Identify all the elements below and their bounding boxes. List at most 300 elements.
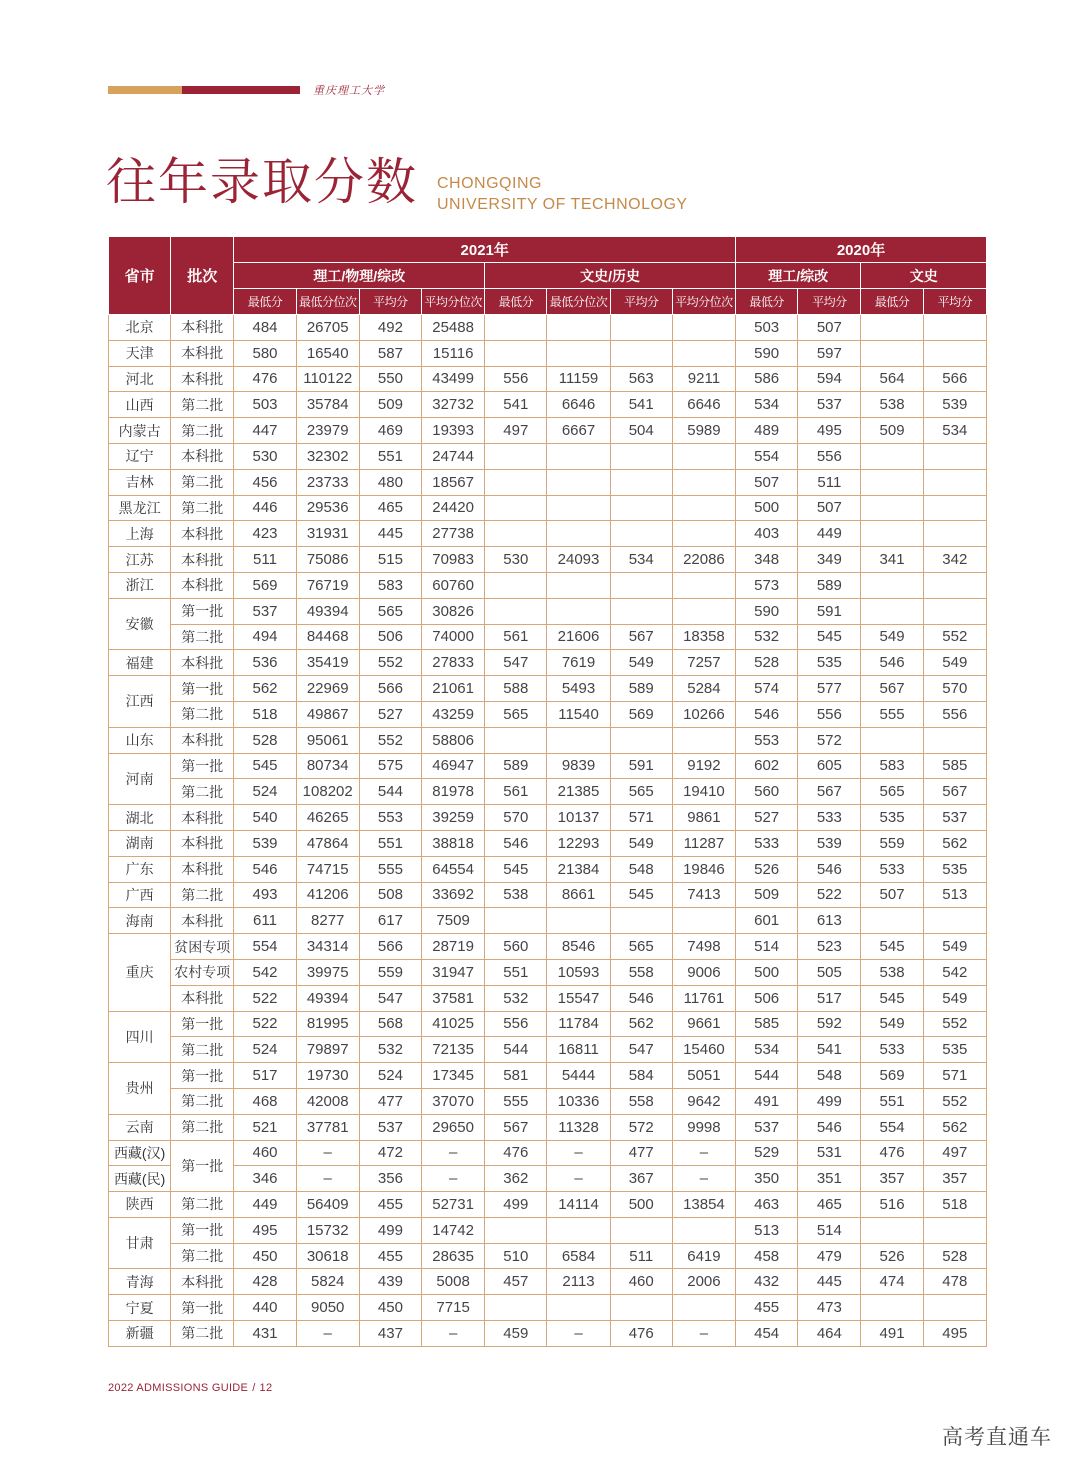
province-cell: 江苏 bbox=[109, 547, 171, 573]
score-cell: 562 bbox=[610, 1011, 672, 1037]
table-row bbox=[109, 1140, 987, 1166]
score-cell: 575 bbox=[359, 753, 421, 779]
score-cell: 545 bbox=[234, 753, 296, 779]
province-cell: 山东 bbox=[109, 727, 171, 753]
score-cell: 562 bbox=[923, 1114, 986, 1140]
score-cell: 569 bbox=[861, 1063, 923, 1089]
score-cell: – bbox=[422, 1166, 485, 1192]
score-cell bbox=[923, 1295, 986, 1321]
score-cell: 478 bbox=[923, 1269, 986, 1295]
table-row bbox=[109, 753, 987, 779]
batch-cell: 第二批 bbox=[171, 1243, 234, 1269]
score-cell: 9192 bbox=[672, 753, 735, 779]
score-cell bbox=[923, 315, 986, 341]
score-cell: 2113 bbox=[547, 1269, 610, 1295]
score-cell bbox=[485, 908, 547, 934]
score-cell bbox=[485, 598, 547, 624]
score-cell: 9211 bbox=[672, 366, 735, 392]
score-cell: 11328 bbox=[547, 1114, 610, 1140]
score-cell: 37070 bbox=[422, 1088, 485, 1114]
score-cell: 15460 bbox=[672, 1037, 735, 1063]
score-cell: 469 bbox=[359, 418, 421, 444]
score-cell: 27738 bbox=[422, 521, 485, 547]
score-cell: 60760 bbox=[422, 572, 485, 598]
score-cell: 449 bbox=[234, 1192, 296, 1218]
score-cell bbox=[485, 443, 547, 469]
score-cell: 551 bbox=[485, 959, 547, 985]
score-cell: 15547 bbox=[547, 985, 610, 1011]
score-cell: 80734 bbox=[296, 753, 359, 779]
score-cell: 357 bbox=[923, 1166, 986, 1192]
score-cell: 514 bbox=[798, 1217, 861, 1243]
admission-score-table bbox=[108, 236, 987, 1347]
score-cell: 81978 bbox=[422, 779, 485, 805]
batch-cell: 本科批 bbox=[171, 1269, 234, 1295]
score-cell: 562 bbox=[923, 830, 986, 856]
score-cell: 551 bbox=[359, 830, 421, 856]
province-cell: 西藏(汉) bbox=[109, 1140, 171, 1166]
score-cell bbox=[485, 572, 547, 598]
university-logo: 重庆理工大学 bbox=[313, 84, 385, 97]
score-cell: 16540 bbox=[296, 340, 359, 366]
score-cell: 506 bbox=[359, 624, 421, 650]
province-cell: 新疆 bbox=[109, 1321, 171, 1347]
score-cell: 546 bbox=[610, 985, 672, 1011]
score-cell: 95061 bbox=[296, 727, 359, 753]
score-cell: 511 bbox=[798, 469, 861, 495]
table-row bbox=[109, 418, 987, 444]
province-cell: 黑龙江 bbox=[109, 495, 171, 521]
score-cell: 463 bbox=[736, 1192, 798, 1218]
score-cell: 342 bbox=[923, 547, 986, 573]
table-row bbox=[109, 779, 987, 805]
score-cell: 33692 bbox=[422, 882, 485, 908]
score-cell: 476 bbox=[610, 1321, 672, 1347]
score-cell bbox=[923, 908, 986, 934]
score-cell: 514 bbox=[736, 934, 798, 960]
score-cell: 506 bbox=[736, 985, 798, 1011]
score-cell: 545 bbox=[861, 934, 923, 960]
score-cell bbox=[547, 1295, 610, 1321]
score-cell: 562 bbox=[234, 676, 296, 702]
score-cell: 74000 bbox=[422, 624, 485, 650]
score-cell: 590 bbox=[736, 340, 798, 366]
score-cell: 537 bbox=[736, 1114, 798, 1140]
score-cell: 528 bbox=[234, 727, 296, 753]
score-cell: 46947 bbox=[422, 753, 485, 779]
batch-cell: 第二批 bbox=[171, 701, 234, 727]
score-cell: 524 bbox=[234, 779, 296, 805]
score-cell: 38818 bbox=[422, 830, 485, 856]
subheader-cell: 最低分 bbox=[861, 289, 923, 315]
subheader-cell: 平均分位次 bbox=[672, 289, 735, 315]
batch-cell: 第一批 bbox=[171, 598, 234, 624]
table-row bbox=[109, 985, 987, 1011]
score-cell: 5284 bbox=[672, 676, 735, 702]
subheader-cell: 平均分 bbox=[798, 289, 861, 315]
score-cell: 517 bbox=[798, 985, 861, 1011]
header-year-2021: 2021年 bbox=[234, 237, 736, 263]
score-cell: 31931 bbox=[296, 521, 359, 547]
score-cell bbox=[861, 340, 923, 366]
score-cell: 527 bbox=[736, 805, 798, 831]
score-cell bbox=[485, 1217, 547, 1243]
score-cell: 19846 bbox=[672, 856, 735, 882]
score-cell: 41206 bbox=[296, 882, 359, 908]
score-cell: 21385 bbox=[547, 779, 610, 805]
score-cell: 528 bbox=[923, 1243, 986, 1269]
score-cell: 21061 bbox=[422, 676, 485, 702]
score-cell: 537 bbox=[234, 598, 296, 624]
table-row bbox=[109, 315, 987, 341]
score-cell: 14742 bbox=[422, 1217, 485, 1243]
score-cell: 551 bbox=[861, 1088, 923, 1114]
score-cell: 5989 bbox=[672, 418, 735, 444]
subheader-cell: 最低分 bbox=[485, 289, 547, 315]
score-cell: 476 bbox=[861, 1140, 923, 1166]
score-cell: 455 bbox=[359, 1243, 421, 1269]
score-cell: 6419 bbox=[672, 1243, 735, 1269]
score-cell bbox=[610, 315, 672, 341]
score-cell bbox=[547, 469, 610, 495]
score-cell: 49394 bbox=[296, 985, 359, 1011]
score-cell: 594 bbox=[798, 366, 861, 392]
province-cell: 福建 bbox=[109, 650, 171, 676]
table-row bbox=[109, 934, 987, 960]
score-cell: 535 bbox=[923, 1037, 986, 1063]
score-cell: 572 bbox=[798, 727, 861, 753]
score-cell: 567 bbox=[798, 779, 861, 805]
score-cell bbox=[861, 1217, 923, 1243]
score-cell: 34314 bbox=[296, 934, 359, 960]
score-cell: 513 bbox=[923, 882, 986, 908]
score-cell: 70983 bbox=[422, 547, 485, 573]
score-cell: 588 bbox=[485, 676, 547, 702]
batch-cell: 第二批 bbox=[171, 1088, 234, 1114]
score-cell: 35784 bbox=[296, 392, 359, 418]
score-cell: 559 bbox=[359, 959, 421, 985]
score-cell: 52731 bbox=[422, 1192, 485, 1218]
province-cell: 青海 bbox=[109, 1269, 171, 1295]
score-cell: 30826 bbox=[422, 598, 485, 624]
score-cell: 567 bbox=[485, 1114, 547, 1140]
batch-cell: 本科批 bbox=[171, 521, 234, 547]
score-cell: 549 bbox=[610, 830, 672, 856]
table-row bbox=[109, 469, 987, 495]
score-cell: 509 bbox=[861, 418, 923, 444]
score-cell: 5493 bbox=[547, 676, 610, 702]
score-cell: 491 bbox=[736, 1088, 798, 1114]
score-cell: 465 bbox=[359, 495, 421, 521]
score-cell: 348 bbox=[736, 547, 798, 573]
score-cell: 7509 bbox=[422, 908, 485, 934]
score-cell: 530 bbox=[485, 547, 547, 573]
score-cell: 560 bbox=[485, 934, 547, 960]
score-cell: 535 bbox=[861, 805, 923, 831]
score-cell: 505 bbox=[798, 959, 861, 985]
province-cell: 四川 bbox=[109, 1011, 171, 1063]
score-cell: 529 bbox=[736, 1140, 798, 1166]
province-cell: 天津 bbox=[109, 340, 171, 366]
score-cell: 548 bbox=[798, 1063, 861, 1089]
batch-cell: 本科批 bbox=[171, 340, 234, 366]
score-cell: 29650 bbox=[422, 1114, 485, 1140]
score-cell bbox=[547, 315, 610, 341]
score-cell: 24093 bbox=[547, 547, 610, 573]
score-cell: 26705 bbox=[296, 315, 359, 341]
score-cell: 585 bbox=[923, 753, 986, 779]
score-cell: 547 bbox=[485, 650, 547, 676]
score-cell: 10266 bbox=[672, 701, 735, 727]
score-cell: 590 bbox=[736, 598, 798, 624]
score-cell: 9050 bbox=[296, 1295, 359, 1321]
score-cell: 545 bbox=[485, 856, 547, 882]
score-cell: 573 bbox=[736, 572, 798, 598]
subheader-cell: 最低分 bbox=[736, 289, 798, 315]
score-cell bbox=[610, 1295, 672, 1321]
score-cell: 445 bbox=[359, 521, 421, 547]
table-row bbox=[109, 1192, 987, 1218]
score-cell: 8546 bbox=[547, 934, 610, 960]
table-row bbox=[109, 495, 987, 521]
province-cell: 海南 bbox=[109, 908, 171, 934]
score-cell bbox=[672, 572, 735, 598]
score-cell: 431 bbox=[234, 1321, 296, 1347]
score-cell: 539 bbox=[798, 830, 861, 856]
score-cell: 58806 bbox=[422, 727, 485, 753]
score-cell: 445 bbox=[798, 1269, 861, 1295]
header-2021-arts: 文史/历史 bbox=[485, 263, 736, 289]
score-cell: 569 bbox=[234, 572, 296, 598]
score-cell: 545 bbox=[798, 624, 861, 650]
province-cell: 上海 bbox=[109, 521, 171, 547]
score-cell: 39259 bbox=[422, 805, 485, 831]
score-cell: 450 bbox=[359, 1295, 421, 1321]
score-cell: 500 bbox=[736, 495, 798, 521]
score-cell: 518 bbox=[923, 1192, 986, 1218]
batch-cell: 本科批 bbox=[171, 547, 234, 573]
score-cell: 537 bbox=[923, 805, 986, 831]
score-cell: 509 bbox=[736, 882, 798, 908]
score-cell: 549 bbox=[861, 624, 923, 650]
score-cell bbox=[861, 572, 923, 598]
score-cell: 536 bbox=[234, 650, 296, 676]
score-cell bbox=[672, 443, 735, 469]
table-row bbox=[109, 959, 987, 985]
score-cell: 586 bbox=[736, 366, 798, 392]
score-cell: 11287 bbox=[672, 830, 735, 856]
score-cell: 19730 bbox=[296, 1063, 359, 1089]
batch-cell: 本科批 bbox=[171, 443, 234, 469]
score-cell: 499 bbox=[798, 1088, 861, 1114]
subheader-cell: 平均分 bbox=[610, 289, 672, 315]
batch-cell: 第一批 bbox=[171, 676, 234, 702]
score-cell: 527 bbox=[359, 701, 421, 727]
score-cell: 11784 bbox=[547, 1011, 610, 1037]
score-cell: 495 bbox=[923, 1321, 986, 1347]
score-cell: 74715 bbox=[296, 856, 359, 882]
score-cell: 476 bbox=[485, 1140, 547, 1166]
score-cell: 559 bbox=[861, 830, 923, 856]
score-cell: 533 bbox=[736, 830, 798, 856]
score-cell: 522 bbox=[234, 985, 296, 1011]
score-cell: 6646 bbox=[547, 392, 610, 418]
score-cell: 437 bbox=[359, 1321, 421, 1347]
table-row bbox=[109, 676, 987, 702]
score-cell bbox=[547, 572, 610, 598]
score-cell bbox=[672, 495, 735, 521]
score-cell: 357 bbox=[861, 1166, 923, 1192]
score-cell: 480 bbox=[359, 469, 421, 495]
score-cell: 8277 bbox=[296, 908, 359, 934]
score-cell bbox=[610, 908, 672, 934]
header-2020-arts: 文史 bbox=[861, 263, 987, 289]
score-cell: 468 bbox=[234, 1088, 296, 1114]
score-cell: 556 bbox=[485, 366, 547, 392]
province-cell: 北京 bbox=[109, 315, 171, 341]
score-cell: 546 bbox=[234, 856, 296, 882]
score-cell: 39975 bbox=[296, 959, 359, 985]
score-cell: 460 bbox=[234, 1140, 296, 1166]
score-cell bbox=[547, 598, 610, 624]
table-row bbox=[109, 1269, 987, 1295]
score-cell: 617 bbox=[359, 908, 421, 934]
batch-cell: 第一批 bbox=[171, 1217, 234, 1243]
score-cell: 546 bbox=[736, 701, 798, 727]
score-cell: 2006 bbox=[672, 1269, 735, 1295]
score-cell: 11540 bbox=[547, 701, 610, 727]
score-cell: 6584 bbox=[547, 1243, 610, 1269]
score-cell: 581 bbox=[485, 1063, 547, 1089]
score-cell: 507 bbox=[861, 882, 923, 908]
batch-cell: 本科批 bbox=[171, 315, 234, 341]
batch-cell: 第二批 bbox=[171, 1037, 234, 1063]
score-cell: 568 bbox=[359, 1011, 421, 1037]
table-row bbox=[109, 805, 987, 831]
score-cell bbox=[861, 908, 923, 934]
subheader-cell: 最低分位次 bbox=[296, 289, 359, 315]
batch-cell: 第一批 bbox=[171, 753, 234, 779]
batch-cell: 第一批 bbox=[171, 1140, 234, 1192]
header-batch: 批次 bbox=[171, 237, 234, 315]
score-cell: 517 bbox=[234, 1063, 296, 1089]
score-cell: 32302 bbox=[296, 443, 359, 469]
score-cell: 479 bbox=[798, 1243, 861, 1269]
score-cell: – bbox=[296, 1166, 359, 1192]
score-cell: 7498 bbox=[672, 934, 735, 960]
score-cell: 27833 bbox=[422, 650, 485, 676]
score-cell: 566 bbox=[359, 934, 421, 960]
score-cell bbox=[547, 443, 610, 469]
score-cell: 571 bbox=[923, 1063, 986, 1089]
batch-cell: 本科批 bbox=[171, 985, 234, 1011]
score-cell: 457 bbox=[485, 1269, 547, 1295]
score-cell: 477 bbox=[610, 1140, 672, 1166]
table-row bbox=[109, 650, 987, 676]
score-cell: 495 bbox=[798, 418, 861, 444]
score-cell: 13854 bbox=[672, 1192, 735, 1218]
score-cell: 538 bbox=[485, 882, 547, 908]
score-cell: 508 bbox=[359, 882, 421, 908]
score-cell: 549 bbox=[610, 650, 672, 676]
score-cell: 532 bbox=[736, 624, 798, 650]
score-cell: 19410 bbox=[672, 779, 735, 805]
score-cell: 499 bbox=[485, 1192, 547, 1218]
score-cell bbox=[672, 598, 735, 624]
score-cell: 544 bbox=[359, 779, 421, 805]
table-row bbox=[109, 882, 987, 908]
score-cell: 465 bbox=[798, 1192, 861, 1218]
footer-guide: 2022 ADMISSIONS GUIDE bbox=[108, 1382, 249, 1394]
score-cell: 25488 bbox=[422, 315, 485, 341]
table-row bbox=[109, 1243, 987, 1269]
footer-separator: / bbox=[252, 1382, 256, 1394]
score-cell bbox=[547, 1217, 610, 1243]
score-cell: 601 bbox=[736, 908, 798, 934]
score-cell: 574 bbox=[736, 676, 798, 702]
score-cell: 565 bbox=[610, 934, 672, 960]
score-cell: 84468 bbox=[296, 624, 359, 650]
province-cell: 河北 bbox=[109, 366, 171, 392]
score-cell: 49394 bbox=[296, 598, 359, 624]
score-cell: 499 bbox=[359, 1217, 421, 1243]
score-cell: 511 bbox=[610, 1243, 672, 1269]
score-cell: 563 bbox=[610, 366, 672, 392]
score-cell: 7715 bbox=[422, 1295, 485, 1321]
table-row bbox=[109, 1011, 987, 1037]
batch-cell: 本科批 bbox=[171, 572, 234, 598]
score-cell bbox=[485, 1295, 547, 1321]
table-row bbox=[109, 1321, 987, 1347]
score-cell: 566 bbox=[359, 676, 421, 702]
score-cell: 403 bbox=[736, 521, 798, 547]
batch-cell: 第一批 bbox=[171, 1011, 234, 1037]
score-cell: 432 bbox=[736, 1269, 798, 1295]
table-row bbox=[109, 830, 987, 856]
table-row bbox=[109, 1217, 987, 1243]
score-cell: 28635 bbox=[422, 1243, 485, 1269]
score-cell: 477 bbox=[359, 1088, 421, 1114]
score-cell: 571 bbox=[610, 805, 672, 831]
score-cell: 460 bbox=[610, 1269, 672, 1295]
score-cell: 455 bbox=[736, 1295, 798, 1321]
table-row bbox=[109, 1088, 987, 1114]
page-subtitle bbox=[437, 173, 688, 215]
score-cell: 14114 bbox=[547, 1192, 610, 1218]
score-cell bbox=[672, 908, 735, 934]
score-cell: 533 bbox=[861, 856, 923, 882]
score-cell: 12293 bbox=[547, 830, 610, 856]
province-cell: 辽宁 bbox=[109, 443, 171, 469]
score-cell: 545 bbox=[610, 882, 672, 908]
score-cell: 515 bbox=[359, 547, 421, 573]
score-cell: 558 bbox=[610, 959, 672, 985]
score-cell: 591 bbox=[610, 753, 672, 779]
score-cell: 43499 bbox=[422, 366, 485, 392]
score-cell: 537 bbox=[798, 392, 861, 418]
score-cell: 8661 bbox=[547, 882, 610, 908]
score-cell: 9861 bbox=[672, 805, 735, 831]
score-cell: 591 bbox=[798, 598, 861, 624]
score-cell: 534 bbox=[923, 418, 986, 444]
score-cell: 584 bbox=[610, 1063, 672, 1089]
score-cell: 64554 bbox=[422, 856, 485, 882]
header-2021-science: 理工/物理/综改 bbox=[234, 263, 485, 289]
score-cell: 532 bbox=[359, 1037, 421, 1063]
score-cell: 23733 bbox=[296, 469, 359, 495]
score-cell bbox=[861, 1295, 923, 1321]
score-cell bbox=[861, 443, 923, 469]
